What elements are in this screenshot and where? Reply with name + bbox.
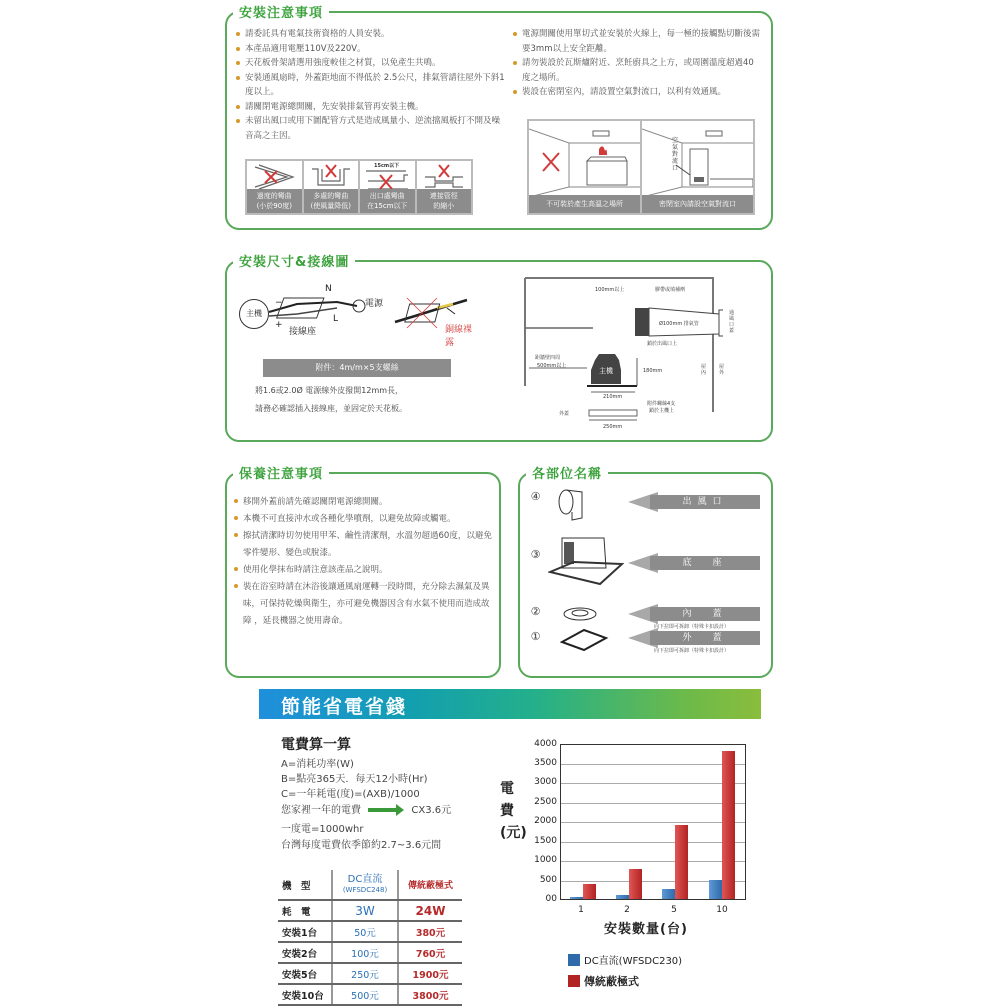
bar-dc-2 [616,895,629,899]
list-item: 請關閉電源總開關，先安裝排氣管再安裝主機。 [235,100,505,115]
table-header-row: 機 型 DC直流 (WFSDC248) 傳統蔽極式 [278,870,462,900]
terminal-label: 接線座 [289,327,317,337]
list-item: 安裝通風扇時，外蓋距地面不得低於 2.5公尺，排氣管請往屋外下斜1度以上。 [235,71,505,100]
list-item: 本產品適用電壓110V及220V。 [235,42,505,57]
main-unit-circle: 主機 [239,299,269,329]
list-item: 電源開關使用單切式並安裝於火線上，每一極的接觸點切斷後需要3mm以上安全距離。 [512,27,762,56]
power-label: 電源 [365,299,384,309]
table-row: 安裝5台 250元 1900元 [278,963,462,984]
savings-banner [259,689,761,719]
terminal-block-icon [237,284,477,344]
list-item: 移開外蓋前請先確認關閉電源總開關。 [233,494,495,511]
table-row: 安裝1台 50元 380元 [278,921,462,942]
outlet-part-icon [554,484,594,524]
part-number-4: ④ [530,490,541,503]
install-notes-left-list [235,27,505,143]
install-notes-title: 安裝注意事項 [233,2,329,21]
calc-title: 電費算一算 [281,737,351,753]
dimension-diagram: 100mm以上 膠帶或填補劑 Ø100mm 排氣管 通風口蓋 鎖於出風口上 距牆壁四周 500mm以上 主機 180mm 屋內 屋外 210mm 附件螺絲4支 鎖於主機上 外蓋 250mm [523,276,723,438]
chart-legend [568,952,682,989]
n-label: N [325,284,332,294]
minus-label: − [275,298,283,308]
part-label-outlet: 出風口 [650,495,760,509]
bar-trad-5 [675,825,688,899]
bathroom-room-icon [642,121,753,197]
table-row: 耗 電 3W 24W [278,900,462,921]
part-number-2: ② [530,605,541,618]
parts-panel: 各部位名稱 ④ 出風口 ③ 底 座 ② 內 蓋 向下拉即可拆卸（特殊卡扣設計） ① 外 蓋 向下拉即可拆卸（特殊卡扣設計） [518,472,773,678]
l-label: L [333,314,339,324]
pipe-icon-over-bend: 過度的彎曲 (小於90度) [247,161,302,213]
inner-cover-icon [562,604,602,624]
part-label-outer-cover: 外 蓋 [650,631,760,645]
room-icon-ventilation: 空氣對流口 密閉室內請設空氣對流口 [642,121,753,213]
pipe-icon-outlet-bend: 15cm以下 出口處彎曲 在15cm以下 [360,161,415,213]
savings-banner-title: 節能省電省錢 [281,696,408,718]
room-icon-no-heat: 不可裝於產生高溫之場所 [529,121,640,213]
maintenance-panel [225,467,501,678]
plus-label: + [275,320,283,330]
cost-table [278,870,462,1006]
exposed-copper-label: 銅線裸露 [445,325,473,348]
bar-trad-10 [722,751,735,899]
cost-bar-chart: 4000 3500 3000 2500 2000 1500 1000 500 00 1 2 5 10 [560,744,746,900]
bar-trad-2 [629,869,642,899]
table-row: 安裝2台 100元 760元 [278,942,462,963]
bar-dc-1 [570,897,583,899]
maintenance-title: 保養注意事項 [233,463,329,482]
arrow-right-icon [368,808,398,812]
bar-dc-5 [662,889,675,899]
calc-section: 電費算一算 A=消耗功率(W) B=點亮365天．每天12小時(Hr) C=一年耗電(度)=(AXB)/1000 您家裡一年的電費 CX3.6元 一度電=1000whr 台灣每度電費依季節約2.7~3.6元間 [281,734,511,853]
base-part-icon [548,530,624,586]
maintenance-list [233,494,495,630]
kitchen-room-icon [529,121,640,197]
bar-dc-10 [709,880,722,899]
list-item: 使用化學抹布時請注意該產品之說明。 [233,562,495,579]
legend-swatch-blue [568,954,580,966]
legend-item-dc: DC直流(WFSDC230) [568,952,682,967]
part-number-3: ③ [530,548,541,561]
list-item: 擦拭清潔時切勿使用甲苯、鹼性清潔劑，水溫勿超過60度，以避免零件變形、變色或脫漆。 [233,528,495,562]
outer-cover-icon [560,626,610,652]
install-notes-panel [225,6,773,230]
table-row: 安裝10台 500元 3800元 [278,984,462,1005]
wiring-diagram [237,284,477,348]
list-item: 未留出風口或用下圖配管方式是造成風量小、逆流擋風板打不開及噪音高之主因。 [235,114,505,143]
list-item: 天花板骨架請選用強度較佳之材質，以免產生共鳴。 [235,56,505,71]
wiring-instructions: 將1.6或2.0Ø 電源線外皮撥開12mm長， 請務必確認插入接線座，並固定於天花板。 [255,386,407,413]
legend-item-traditional: 傳統蔽極式 [568,973,682,989]
install-dims-title: 安裝尺寸&接線圖 [233,251,355,270]
part-number-1: ① [530,630,541,643]
pipe-icon-multi-bend: 多處的彎曲 (使風量降低) [304,161,359,213]
pipe-icons-strip [245,159,473,215]
part-label-base: 底 座 [650,556,760,570]
part-label-inner-cover: 內 蓋 [650,607,760,621]
install-dims-panel [225,255,773,442]
parts-title: 各部位名稱 [526,463,608,482]
install-notes-right-list [512,27,762,100]
list-item: 請勿裝設於瓦斯爐附近、烹飪廚具之上方，或周圍溫度超過40度之場所。 [512,56,762,85]
list-item: 裝設在密閉室內，請設置空氣對流口，以利有效通風。 [512,85,762,100]
chart-ylabel: 電費(元) [500,781,527,841]
bar-trad-1 [583,884,596,899]
list-item: 裝在浴室時請在沐浴後讓通風扇運轉一段時間，充分除去濕氣及異味，可保持乾燥與衛生，亦可避免機器因含有水氣不使用而造成故障 ，延長機器之使用壽命。 [233,579,495,630]
vent-vertical-label: 空氣對流口 [672,137,679,172]
room-icons-strip [527,119,755,215]
chart-xlabel: 安裝數量(台) [604,922,688,937]
list-item: 本機不可直接沖水或各種化學噴劑，以避免故障或觸電。 [233,511,495,528]
accessory-bar: 附件：4m/m×5支螺絲 [263,359,451,377]
pipe-icon-reduced-diameter: 連接管徑 的縮小 [417,161,472,213]
yearly-cost-line: 您家裡一年的電費 CX3.6元 [281,805,452,816]
legend-swatch-red [568,975,580,987]
list-item: 請委託具有電氣技術資格的人員安裝。 [235,27,505,42]
